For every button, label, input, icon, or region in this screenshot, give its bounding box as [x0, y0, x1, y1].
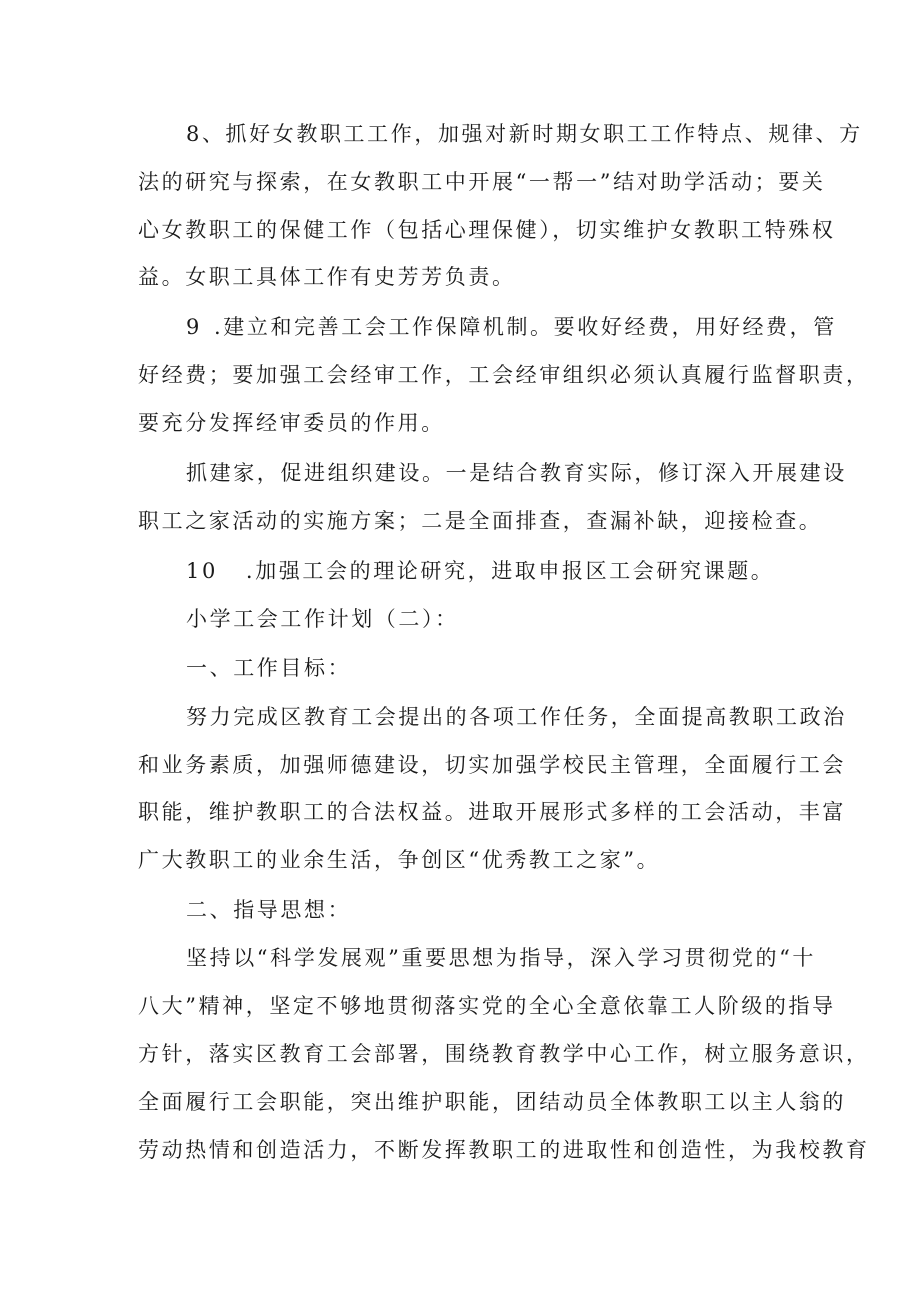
para-goal-line-3: 职能，维护教职工的合法权益。进取开展形式多样的工会活动，丰富	[138, 800, 846, 824]
para-9-number: 9	[186, 315, 202, 339]
para-goal-line-2: 和业务素质，加强师德建设，切实加强学校民主管理，全面履行工会	[138, 753, 846, 777]
para-10-number: 10	[186, 559, 218, 583]
para-goal-line-4: 广大教职工的业余生活，争创区“优秀教工之家”。	[138, 848, 661, 872]
para-guide-line-2: 八大”精神，坚定不够地贯彻落实党的全心全意依靠工人阶级的指导	[138, 994, 836, 1018]
para-8-line-4: 益。女职工具体工作有史芳芳负责。	[138, 265, 516, 289]
para-home-line-2: 职工之家活动的实施方案；二是全面排查，查漏补缺，迎接检查。	[138, 509, 823, 533]
para-home-line-1: 抓建家，促进组织建设。一是结合教育实际，修订深入开展建设	[186, 461, 847, 485]
para-guide-line-5: 劳动热情和创造活力，不断发挥教职工的进取性和创造性，为我校教育	[138, 1138, 870, 1162]
para-10-text: .加强工会的理论研究，进取申报区工会研究课题。	[245, 559, 775, 583]
heading-work-goal: 一、工作目标：	[186, 656, 352, 680]
para-9-line-3: 要充分发挥经审委员的作用。	[138, 411, 445, 435]
para-guide-line-1: 坚持以“科学发展观”重要思想为指导，深入学习贯彻党的“十	[186, 946, 817, 970]
para-8-line-3: 心女教职工的保健工作（包括心理保健），切实维护女教职工特殊权	[138, 218, 836, 242]
para-guide-line-4: 全面履行工会职能，突出维护职能，团结动员全体教职工以主人翁的	[138, 1090, 846, 1114]
para-8-line-1: 8、抓好女教职工工作，加强对新时期女职工工作特点、规律、方	[186, 122, 863, 146]
para-10-line-1	[186, 557, 774, 585]
para-9-line-1	[186, 313, 837, 341]
para-guide-line-3: 方针，落实区教育工会部署，围绕教育教学中心工作，树立服务意识，	[138, 1042, 870, 1066]
heading-plan-two: 小学工会工作计划（二）：	[186, 607, 459, 631]
para-goal-line-1: 努力完成区教育工会提出的各项工作任务，全面提高教职工政治	[186, 705, 847, 729]
heading-guiding-thought: 二、指导思想：	[186, 898, 352, 922]
para-9-line-2: 好经费；要加强工会经审工作，工会经审组织必须认真履行监督职责，	[138, 363, 870, 387]
para-9-text: .建立和完善工会工作保障机制。要收好经费，用好经费，管	[213, 315, 837, 339]
para-8-line-2: 法的研究与探索，在女教职工中开展“一帮一”结对助学活动；要关	[138, 170, 826, 194]
